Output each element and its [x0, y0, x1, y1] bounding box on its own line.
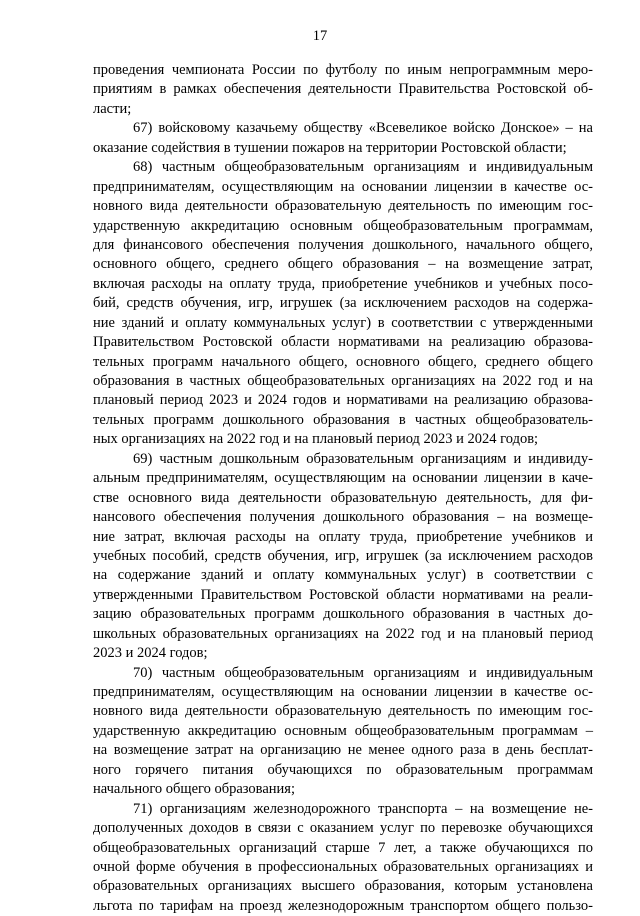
text-line: образования в частных общеобразовательных организациях на 2022 год и на: [93, 373, 593, 389]
text-line: ного горячего питания обучающихся по образовательным программам: [93, 761, 593, 778]
text-line: начального общего образования;: [93, 781, 295, 798]
paragraph-70: [93, 664, 593, 800]
text-line: приятиям в рамках обеспечения деятельности Правительства Ростовской об-: [93, 81, 593, 98]
text-line: включая расходы на оплату труда, приобретение учебников и учебных посо-: [93, 275, 593, 292]
text-line: образовательных организациях высшего образования, которым установлена: [93, 878, 593, 895]
page-number: 17: [312, 28, 328, 44]
text-line: льгота по тарифам на проезд железнодорожным транспортом общего пользо-: [93, 897, 593, 914]
text-line: ударственную аккредитацию основным общеобразовательным программам,: [93, 217, 593, 234]
text-line: предпринимателям, осуществляющим на основании лицензии в качестве ос-: [93, 178, 593, 195]
text-line: школьных образовательных организациях на 2022 год и на плановый период: [93, 625, 593, 642]
text-line: ударственную аккредитацию основным общеобразовательным программам –: [93, 722, 593, 739]
text-line: на возмещение затрат на организацию не менее одного раза в день бесплат-: [93, 742, 593, 759]
text-line: альным предпринимателям, осуществляющим на основании лицензии в каче-: [93, 470, 593, 487]
text-line: основного общего, среднего общего образования – на возмещение затрат,: [93, 256, 593, 273]
text-line: Правительством Ростовской области нормативами на реализацию образова-: [93, 334, 593, 351]
text-line: очной форме обучения в профессиональных образовательных организациях и: [93, 858, 593, 875]
text-line: 67) войсковому казачьему обществу «Всевеликое войско Донское» – на: [133, 120, 593, 137]
paragraph-71: [93, 800, 593, 916]
paragraph-67: [93, 119, 593, 158]
text-line: новного вида деятельности образовательную деятельность по имеющим гос-: [93, 703, 593, 720]
text-line: зацию образовательных программ дошкольного образования в частных до-: [93, 606, 593, 623]
text-line: ных организациях на 2022 год и на плановый период 2023 и 2024 годов;: [93, 431, 539, 448]
text-line: утвержденными Правительством Ростовской области нормативами на реали-: [93, 586, 593, 603]
text-line: дополученных доходов в связи с оказанием услуг по перевозке обучающихся: [93, 820, 593, 837]
text-line: общеобразовательных организаций старше 7 лет, а также обучающихся по: [93, 839, 593, 856]
text-line: ласти;: [93, 100, 132, 117]
text-line: 68) частным общеобразовательным организациям и индивидуальным: [133, 159, 593, 176]
text-line: плановый период 2023 и 2024 годов и нормативами на реализацию образова-: [93, 392, 593, 409]
text-line: учебных пособий, средств обучения, игр, игрушек (за исключением расходов: [93, 547, 593, 564]
text-line: проведения чемпионата России по футболу по иным непрограммным меро-: [93, 62, 593, 78]
text-line: новного вида деятельности образовательную деятельность по имеющим гос-: [93, 198, 593, 215]
text-line: 71) организациям железнодорожного транспорта – на возмещение не-: [133, 800, 593, 817]
paragraph-69: [93, 450, 593, 664]
text-line: 69) частным дошкольным образовательным организациям и индивиду-: [133, 450, 593, 467]
text-line: тельных программ начального общего, основного общего, среднего общего: [93, 353, 593, 370]
paragraph-continued: [93, 61, 593, 119]
text-line: тельных программ дошкольного образования в частных общеобразователь-: [93, 411, 593, 428]
paragraph-68: [93, 158, 593, 450]
text-line: для финансового обеспечения получения дошкольного, начального общего,: [93, 236, 593, 253]
text-line: 2023 и 2024 годов;: [93, 645, 208, 662]
text-line: 70) частным общеобразовательным организациям и индивидуальным: [133, 664, 593, 681]
text-line: нансового обеспечения получения дошкольного образования – на возмеще-: [93, 509, 593, 526]
text-line: стве основного вида деятельности образовательную деятельность, для фи-: [93, 489, 593, 506]
text-line: ние затрат, включая расходы на оплату труда, приобретение учебников и: [93, 528, 593, 545]
document-body: [93, 61, 593, 916]
text-line: оказание содействия в тушении пожаров на территории Ростовской области;: [93, 139, 567, 156]
text-line: предпринимателям, осуществляющим на основании лицензии в качестве ос-: [93, 684, 593, 700]
text-line: бий, средств обучения, игр, игрушек (за исключением расходов на содержа-: [93, 295, 593, 312]
text-line: на содержание зданий и оплату коммунальных услуг) в соответствии с: [93, 567, 593, 584]
text-line: ние зданий и оплату коммунальных услуг) в соответствии с утвержденными: [93, 314, 593, 331]
